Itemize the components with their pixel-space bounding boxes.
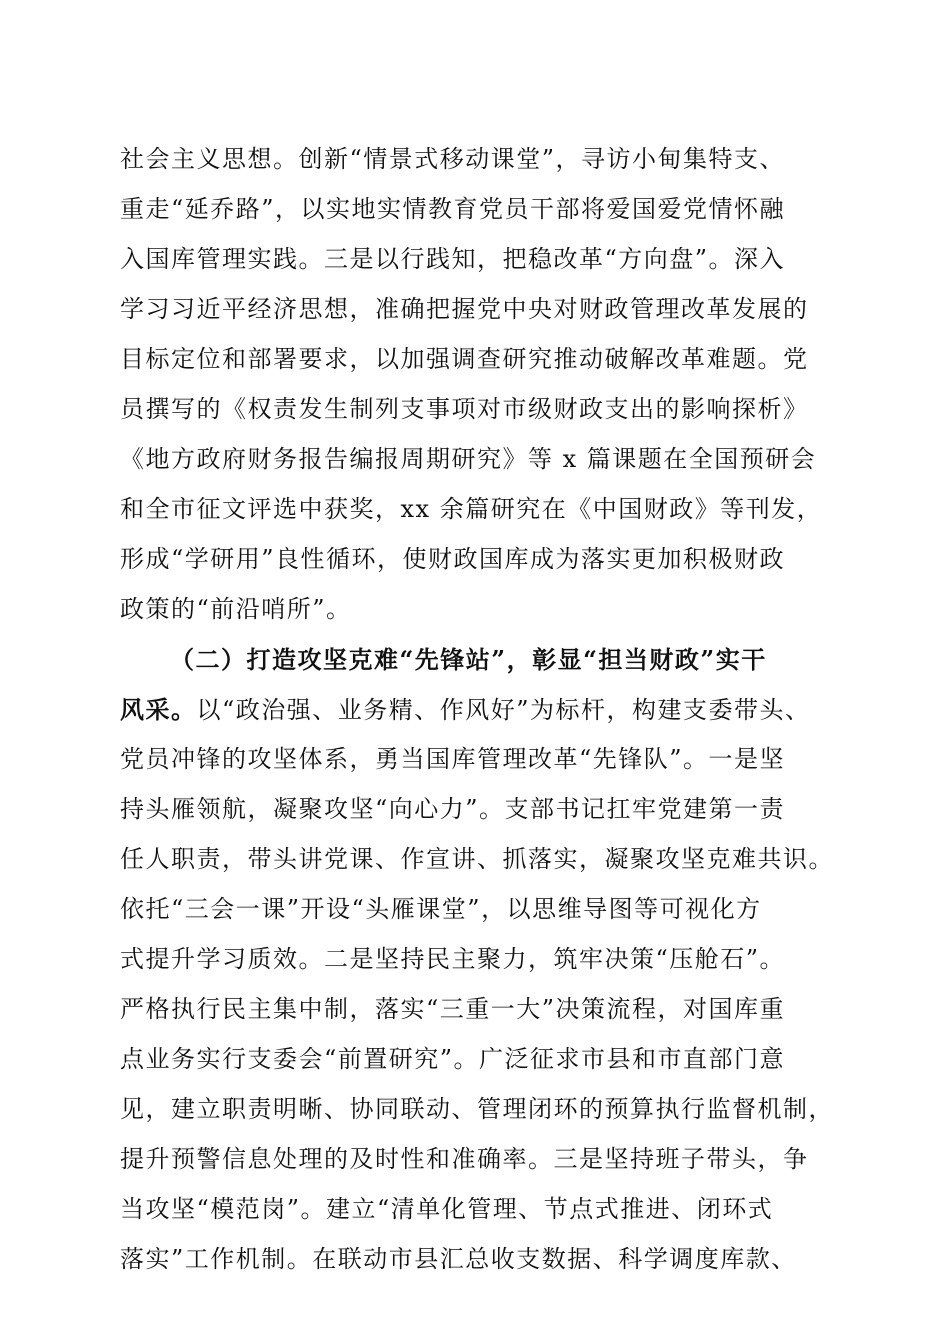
section-heading-tail: 风采。 [120,695,197,724]
paragraph-line: 《地方政府财务报告编报周期研究》等 x 篇课题在全国预研会 [120,445,817,473]
paragraph-line: 当攻坚“模范岗”。建立“清单化管理、节点式推进、闭环式 [120,1195,774,1223]
paragraph-line: 依托“三会一课”开设“头雁课堂”，以思维导图等可视化方 [120,895,762,923]
paragraph-line: 式提升学习质效。二是坚持民主聚力，筑牢决策“压舱石”。 [120,945,786,973]
paragraph-text: 以“政治强、业务精、作风好”为标杆，构建支委带头、 [196,696,811,724]
paragraph-line: 重走“延乔路”，以实地实情教育党员干部将爱国爱党情怀融 [120,195,786,223]
paragraph-line: 和全市征文评选中获奖，xx 余篇研究在《中国财政》等刊发， [120,495,823,523]
paragraph-line: 落实”工作机制。在联动市县汇总收支数据、科学调度库款、 [120,1245,797,1273]
paragraph-line: 党员冲锋的攻坚体系，勇当国库管理改革“先锋队”。一是坚 [120,745,786,773]
paragraph-line: 社会主义思想。创新“情景式移动课堂”，寻访小甸集特支、 [120,145,786,173]
heading-continuation-line [120,687,840,732]
paragraph-line: 见，建立职责明晰、协同联动、管理闭环的预算执行监督机制， [120,1095,834,1123]
paragraph-line: 学习习近平经济思想，准确把握党中央对财政管理改革发展的 [120,295,809,323]
paragraph-line: 任人职责，带头讲党课、作宣讲、抓落实，凝聚攻坚克难共识。 [120,845,834,873]
paragraph-line: 入国库管理实践。三是以行践知，把稳改革“方向盘”。深入 [120,245,786,273]
section-heading: （二）打造攻坚克难“先锋站”，彰显“担当财政”实干 [170,645,767,674]
paragraph-line: 员撰写的《权责发生制列支事项对市级财政支出的影响探析》 [120,395,809,423]
paragraph-line: 持头雁领航，凝聚攻坚“向心力”。支部书记扛牢党建第一责 [120,795,786,823]
paragraph-line: 提升预警信息处理的及时性和准确率。三是坚持班子带头，争 [120,1145,809,1173]
paragraph-line: 形成“学研用”良性循环，使财政国库成为落实更加积极财政 [120,545,786,573]
paragraph-line: 点业务实行支委会“前置研究”。广泛征求市县和市直部门意 [120,1045,786,1073]
paragraph-line: 严格执行民主集中制，落实“三重一大”决策流程，对国库重 [120,995,786,1023]
paragraph-line: 目标定位和部署要求，以加强调查研究推动破解改革难题。党 [120,345,809,373]
paragraph-line: 政策的“前沿哨所”。 [120,595,352,623]
